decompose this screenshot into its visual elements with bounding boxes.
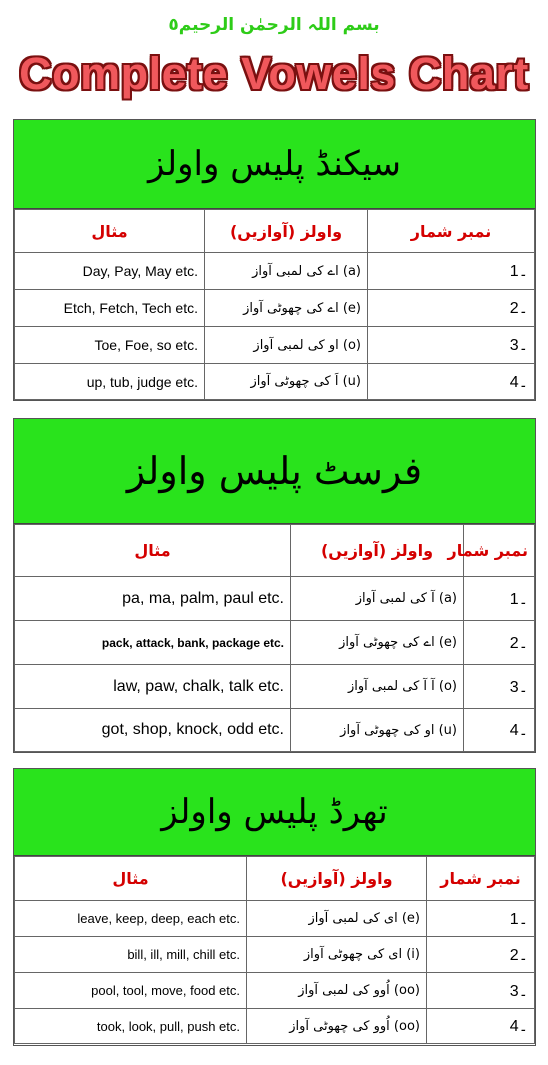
number-cell: 3۔ bbox=[368, 327, 535, 364]
vowel-table bbox=[14, 524, 535, 752]
table-row bbox=[15, 709, 535, 752]
table-row bbox=[15, 327, 535, 364]
example-cell: pool, tool, move, food etc. bbox=[15, 973, 247, 1009]
example-cell: Toe, Foe, so etc. bbox=[15, 327, 205, 364]
number-cell: 1۔ bbox=[464, 577, 535, 621]
page-title: Complete Vowels Chart bbox=[19, 48, 529, 99]
number-cell: 4۔ bbox=[464, 709, 535, 752]
vowel-cell: (a) اے کی لمبی آواز bbox=[205, 253, 368, 290]
section-heading-banner bbox=[14, 419, 535, 524]
section-heading: سیکنڈ پلیس واولز bbox=[148, 144, 401, 184]
example-cell: bill, ill, mill, chill etc. bbox=[15, 937, 247, 973]
table-row bbox=[15, 290, 535, 327]
vowel-cell: (oo) اُوو کی چھوٹی آواز bbox=[247, 1009, 427, 1044]
table-row bbox=[15, 621, 535, 665]
column-header-number: نمبر شمار bbox=[368, 210, 535, 253]
vowel-cell: (i) ای کی چھوٹی آواز bbox=[247, 937, 427, 973]
number-cell: 3۔ bbox=[427, 973, 535, 1009]
example-cell: pack, attack, bank, package etc. bbox=[15, 621, 291, 665]
table-row bbox=[15, 973, 535, 1009]
section-heading: تھرڈ پلیس واولز bbox=[161, 792, 388, 832]
column-header-number: نمبر شمار bbox=[427, 857, 535, 901]
example-cell: Day, Pay, May etc. bbox=[15, 253, 205, 290]
vowel-section-second-place bbox=[13, 119, 536, 401]
example-cell: got, shop, knock, odd etc. bbox=[15, 709, 291, 752]
example-cell: leave, keep, deep, each etc. bbox=[15, 901, 247, 937]
example-cell: law, paw, chalk, talk etc. bbox=[15, 665, 291, 709]
vowel-section-first-place bbox=[13, 418, 536, 753]
example-cell: pa, ma, palm, paul etc. bbox=[15, 577, 291, 621]
vowel-cell: (o) آ آ کی لمبی آواز bbox=[291, 665, 464, 709]
vowel-cell: (e) ای کی لمبی آواز bbox=[247, 901, 427, 937]
column-header-vowel: واولز (آوازیں) bbox=[291, 525, 464, 577]
column-header-example: مثال bbox=[15, 857, 247, 901]
table-row bbox=[15, 901, 535, 937]
vowel-cell: (e) اے کی چھوٹی آواز bbox=[205, 290, 368, 327]
section-heading-banner bbox=[14, 120, 535, 209]
bismillah-heading: بسم اللہ الرحمٰن الرحیم٥ bbox=[168, 15, 380, 35]
table-row bbox=[15, 364, 535, 400]
example-cell: took, look, pull, push etc. bbox=[15, 1009, 247, 1044]
vowel-cell: (oo) اُوو کی لمبی آواز bbox=[247, 973, 427, 1009]
table-header-row bbox=[15, 210, 535, 253]
vowel-cell: (u) اَ کی چھوٹی آواز bbox=[205, 364, 368, 400]
table-row bbox=[15, 1009, 535, 1044]
vowel-cell: (e) اے کی چھوٹی آواز bbox=[291, 621, 464, 665]
column-header-example: مثال bbox=[15, 525, 291, 577]
example-cell: Etch, Fetch, Tech etc. bbox=[15, 290, 205, 327]
table-row bbox=[15, 253, 535, 290]
column-header-vowel: واولز (آوازیں) bbox=[247, 857, 427, 901]
number-cell: 2۔ bbox=[464, 621, 535, 665]
vowel-cell: (o) او کی لمبی آواز bbox=[205, 327, 368, 364]
vowel-section-third-place bbox=[13, 768, 536, 1046]
number-cell: 4۔ bbox=[427, 1009, 535, 1044]
table-header-row bbox=[15, 525, 535, 577]
column-header-vowel: واولز (آوازیں) bbox=[205, 210, 368, 253]
section-heading-banner bbox=[14, 769, 535, 856]
number-cell: 2۔ bbox=[368, 290, 535, 327]
section-heading: فرسٹ پلیس واولز bbox=[126, 449, 423, 493]
vowel-cell: (u) او کی چھوٹی آواز bbox=[291, 709, 464, 752]
number-cell: 1۔ bbox=[427, 901, 535, 937]
number-cell: 1۔ bbox=[368, 253, 535, 290]
vowel-cell: (a) آ کی لمبی آواز bbox=[291, 577, 464, 621]
number-cell: 2۔ bbox=[427, 937, 535, 973]
column-header-example: مثال bbox=[15, 210, 205, 253]
table-row bbox=[15, 577, 535, 621]
number-cell: 4۔ bbox=[368, 364, 535, 400]
table-row bbox=[15, 937, 535, 973]
vowel-table bbox=[14, 209, 535, 400]
table-row bbox=[15, 665, 535, 709]
table-header-row bbox=[15, 857, 535, 901]
vowel-table bbox=[14, 856, 535, 1044]
example-cell: up, tub, judge etc. bbox=[15, 364, 205, 400]
number-cell: 3۔ bbox=[464, 665, 535, 709]
column-header-number: نمبر شمار bbox=[464, 525, 535, 577]
